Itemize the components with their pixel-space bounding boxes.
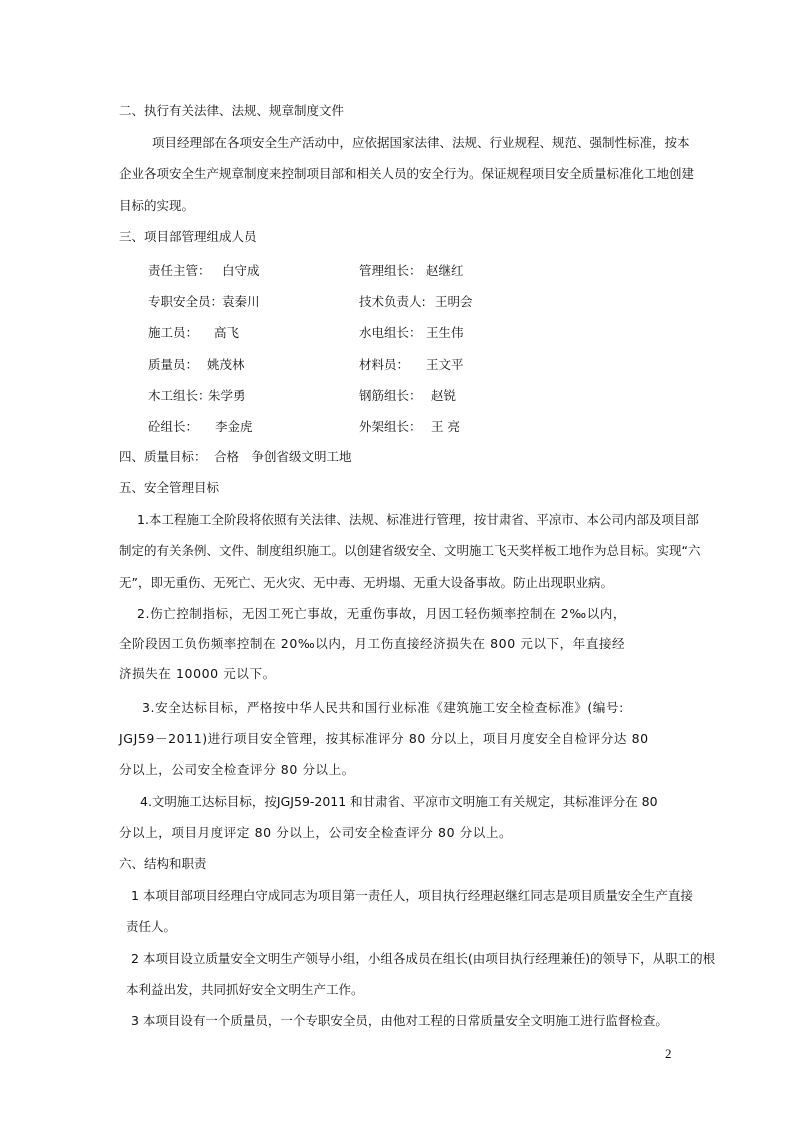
person-name: 王文平: [426, 357, 464, 372]
role-label: 施工员：: [148, 325, 199, 340]
paragraph-line: 全阶段因工负伤频率控制在 20‰以内，月工伤直接经济损失在 800 元以下，年直接经: [119, 636, 626, 651]
staff-row: [0, 323, 794, 339]
person-name: 赵锐: [431, 388, 457, 403]
section-heading: 六、结构和职责: [119, 856, 207, 871]
staff-row: [0, 355, 794, 371]
person-name: 王明会: [435, 294, 473, 309]
role-label: 技术负责人:: [359, 294, 426, 309]
person-name: 姚茂林: [207, 357, 245, 372]
paragraph-line: JGJ59－2011)进行项目安全管理，按其标准评分 80 分以上，项目月度安全自检评分达 80: [119, 731, 649, 746]
paragraph-line: 责任人。: [126, 919, 177, 934]
person-name: 李金虎: [215, 419, 253, 434]
role-label: 专职安全员：: [148, 294, 224, 309]
person-name: 赵继红: [426, 263, 464, 278]
role-label: 质量员：: [148, 357, 199, 372]
staff-row: [0, 292, 794, 308]
quality-target-value: 合格 争创省级文明工地: [214, 449, 352, 464]
staff-row: [0, 417, 794, 433]
section-heading: 二、执行有关法律、法规、规章制度文件: [119, 103, 345, 118]
staff-row: [0, 261, 794, 277]
role-label: 木工组长：: [148, 388, 211, 403]
paragraph-line: 3 本项目设有一个质量员，一个专职安全员，由他对工程的日常质量安全文明施工进行监督检查。: [131, 1013, 668, 1028]
paragraph-line: 2 本项目设立质量安全文明生产领导小组，小组各成员在组长(由项目执行经理兼任)的领导下，从职工的根: [131, 951, 716, 966]
section-heading: 四、质量目标：: [119, 449, 207, 464]
person-name: 袁秦川: [222, 294, 260, 309]
paragraph-line: 制定的有关条例、文件、制度组织施工。以创建省级安全、文明施工飞天奖样板工地作为总目标。实现“六: [119, 543, 701, 558]
section-heading: 五、安全管理目标: [119, 480, 220, 495]
role-label: 管理组长：: [359, 263, 422, 278]
role-label: 外架组长：: [359, 419, 422, 434]
paragraph-line: 4.文明施工达标目标，按JGJ59-2011 和甘肃省、平凉市文明施工有关规定，其标准评分在 80: [140, 794, 658, 809]
person-name: 王生伟: [426, 325, 464, 340]
paragraph-line: 无”，即无重伤、无死亡、无火灾、无中毒、无坍塌、无重大设备事故。防止出现职业病。: [119, 575, 613, 590]
paragraph-line: 本利益出发，共同抓好安全文明生产工作。: [126, 982, 364, 997]
role-label: 砼组长：: [148, 419, 199, 434]
role-label: 水电组长：: [359, 325, 422, 340]
role-label: 材料员：: [359, 357, 410, 372]
paragraph-line: 目标的实现。: [119, 198, 195, 213]
paragraph-line: 3.安全达标目标，严格按中华人民共和国行业标准《建筑施工安全检查标准》(编号:: [142, 700, 624, 715]
person-name: 白守成: [222, 263, 260, 278]
person-name: 王 亮: [431, 419, 460, 434]
staff-row: [0, 386, 794, 402]
paragraph-line: 1 本项目部项目经理白守成同志为项目第一责任人，项目执行经理赵继红同志是项目质量安全生产直接: [131, 888, 693, 903]
paragraph-line: 项目经理部在各项安全生产活动中，应依据国家法律、法规、行业规程、规范、强制性标准，按本: [152, 135, 690, 150]
person-name: 朱学勇: [208, 388, 246, 403]
paragraph-line: 分以上，公司安全检查评分 80 分以上。: [119, 762, 355, 777]
paragraph-line: 济损失在 10000 元以下。: [119, 666, 276, 681]
section-heading: 三、项目部管理组成人员: [119, 229, 257, 244]
role-label: 钢筋组长：: [359, 388, 422, 403]
role-label: 责任主管：: [148, 263, 211, 278]
paragraph-line: 分以上，项目月度评定 80 分以上，公司安全检查评分 80 分以上。: [119, 825, 513, 840]
person-name: 高飞: [214, 325, 240, 340]
paragraph-line: 1.本工程施工全阶段将依照有关法律、法规、标准进行管理，按甘肃省、平凉市、本公司内部及项目部: [137, 512, 699, 527]
paragraph-line: 2.伤亡控制指标，无因工死亡事故，无重伤事故，月因工轻伤频率控制在 2‰以内，: [137, 606, 627, 621]
paragraph-line: 企业各项安全生产规章制度来控制项目部和相关人员的安全行为。保证规程项目安全质量标准化工地创建: [119, 166, 695, 181]
page-number: 2: [665, 1046, 672, 1061]
